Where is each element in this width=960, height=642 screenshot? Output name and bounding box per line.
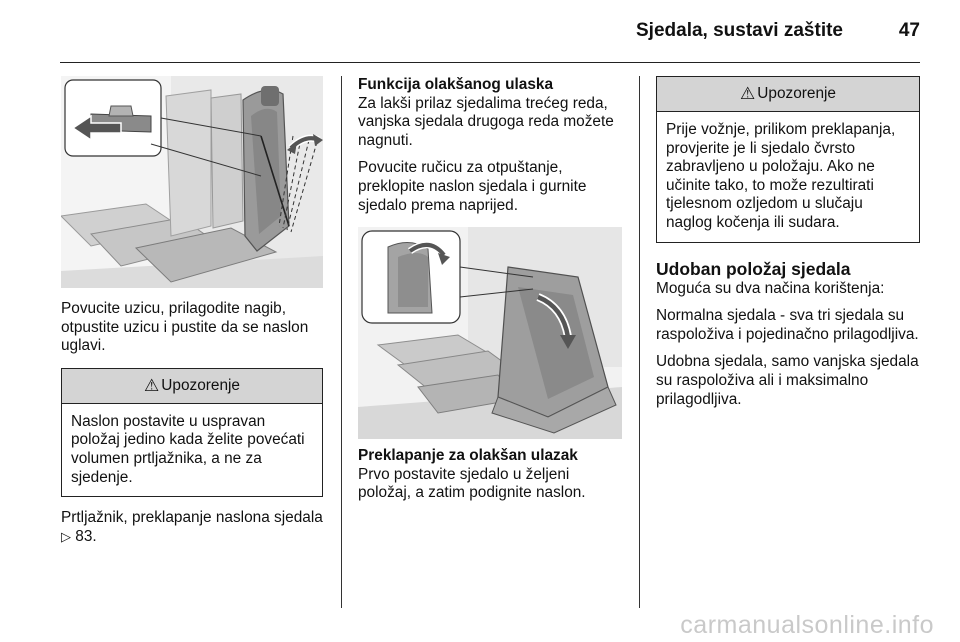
warning-triangle-icon: ⚠ bbox=[144, 375, 160, 395]
warning-text-1: Naslon postavite u uspravan položaj jedino kada želite povećati volumen prtljažnika, a ne za sjedenje. bbox=[71, 412, 305, 486]
paragraph-recline: Povucite uzicu, prilagodite nagib, otpustite uzicu i pustite da se naslon uglavi. bbox=[61, 300, 309, 355]
warning-header-1 bbox=[62, 369, 322, 404]
warning-title-2: Upozorenje bbox=[757, 85, 836, 102]
heading-easy-entry: Funkcija olakšanog ulaska bbox=[358, 76, 554, 93]
paragraph-release-handle: Povucite ručicu za otpuštanje, preklopite naslon sjedala i gurnite sjedalo prema naprijed. bbox=[358, 159, 587, 214]
paragraph-luggage-ref bbox=[61, 509, 323, 546]
column-1 bbox=[61, 76, 323, 546]
paragraph-two-modes: Moguća su dva načina korištenja: bbox=[656, 279, 885, 297]
page-ref-arrow-icon: ▷ bbox=[61, 528, 71, 544]
heading-fold-easy-entry: Preklapanje za olakšan ulazak bbox=[358, 447, 578, 465]
warning-box-1 bbox=[61, 368, 323, 497]
column-2 bbox=[358, 76, 622, 503]
column-divider-1 bbox=[341, 76, 342, 608]
warning-header-2 bbox=[657, 77, 919, 112]
paragraph-easy-entry: Za lakši prilaz sjedalima trećeg reda, vanjska sjedala drugoga reda možete nagnuti. bbox=[358, 94, 614, 149]
watermark: carmanualsonline.info bbox=[680, 611, 934, 639]
warning-triangle-icon: ⚠ bbox=[740, 84, 756, 103]
heading-comfort-seating: Udoban položaj sjedala bbox=[656, 258, 851, 279]
header-title: Sjedala, sustavi zaštite bbox=[636, 20, 843, 41]
paragraph-fold-easy-entry: Prvo postavite sjedalo u željeni položaj, a zatim podignite naslon. bbox=[358, 465, 586, 502]
warning-box-2 bbox=[656, 76, 920, 243]
header-rule bbox=[60, 62, 920, 63]
easy-entry-fold-illustration bbox=[358, 227, 622, 439]
seat-recline-illustration bbox=[61, 76, 323, 288]
column-divider-2 bbox=[639, 76, 640, 608]
paragraph-comfort-seats: Udobna sjedala, samo vanjska sjedala su raspoloživa ali i maksimalno prilagodljiva. bbox=[656, 353, 919, 408]
page-number: 47 bbox=[898, 20, 920, 41]
warning-text-2: Prije vožnje, prilikom preklapanja, provjerite je li sjedalo čvrsto zabravljeno u položaju. Ako ne učinite tako, to može rezultirati tjelesnom ozljedom u slučaju naglog kočenja ili sudara. bbox=[666, 121, 896, 231]
paragraph-normal-seats: Normalna sjedala - sva tri sjedala su raspoloživa i pojedinačno prilagodljiva. bbox=[656, 307, 919, 343]
page-header bbox=[0, 0, 960, 62]
luggage-ref-text: Prtljažnik, preklapanje naslona sjedala bbox=[61, 509, 323, 527]
warning-title-1: Upozorenje bbox=[161, 376, 240, 394]
column-3 bbox=[656, 76, 920, 409]
page-ref-link[interactable]: 83. bbox=[75, 527, 97, 545]
